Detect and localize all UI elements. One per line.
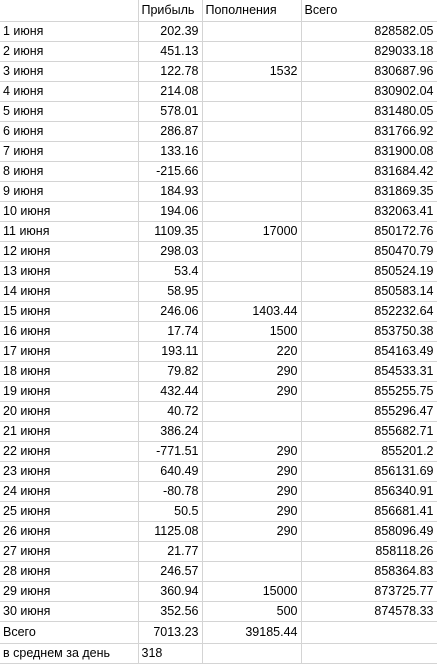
table-row <box>0 142 437 162</box>
cell-profit[interactable]: 1125.08 <box>138 522 202 542</box>
cell-profit[interactable]: 50.5 <box>138 502 202 522</box>
summary-row-total <box>0 622 437 644</box>
cell-day[interactable]: 2 июня <box>0 42 138 62</box>
header-cell-total[interactable]: Всего <box>301 0 437 22</box>
cell-day[interactable]: 15 июня <box>0 302 138 322</box>
cell-day[interactable]: 28 июня <box>0 562 138 582</box>
cell-profit[interactable]: -771.51 <box>138 442 202 462</box>
cell-day[interactable]: 12 июня <box>0 242 138 262</box>
cell-profit[interactable]: 352.56 <box>138 602 202 622</box>
table-row <box>0 602 437 622</box>
cell-day[interactable]: 21 июня <box>0 422 138 442</box>
cell-deposit[interactable] <box>202 282 301 302</box>
table-row <box>0 242 437 262</box>
cell-deposit[interactable] <box>202 242 301 262</box>
cell-day[interactable]: 6 июня <box>0 122 138 142</box>
cell-day[interactable]: 27 июня <box>0 542 138 562</box>
cell-total[interactable]: 828582.05 <box>301 22 437 42</box>
table-row <box>0 202 437 222</box>
cell-total[interactable]: 852232.64 <box>301 302 437 322</box>
table-row <box>0 62 437 82</box>
cell-day[interactable]: 29 июня <box>0 582 138 602</box>
cell-profit[interactable]: 122.78 <box>138 62 202 82</box>
cell-profit[interactable]: 298.03 <box>138 242 202 262</box>
table-row <box>0 102 437 122</box>
cell-profit[interactable]: 58.95 <box>138 282 202 302</box>
cell-day[interactable]: 9 июня <box>0 182 138 202</box>
cell-deposit[interactable]: 290 <box>202 522 301 542</box>
table-row <box>0 302 437 322</box>
cell-deposit[interactable] <box>202 142 301 162</box>
cell-profit[interactable]: 578.01 <box>138 102 202 122</box>
summary-total-profit[interactable]: 7013.23 <box>138 622 202 644</box>
cell-day[interactable]: 18 июня <box>0 362 138 382</box>
cell-profit[interactable]: -215.66 <box>138 162 202 182</box>
cell-profit[interactable]: 194.06 <box>138 202 202 222</box>
header-cell-profit[interactable]: Прибыль <box>138 0 202 22</box>
table-row <box>0 382 437 402</box>
summary-average-label[interactable]: в среднем за день <box>0 644 138 664</box>
table-row <box>0 122 437 142</box>
cell-total[interactable]: 853750.38 <box>301 322 437 342</box>
cell-deposit[interactable] <box>202 402 301 422</box>
cell-total[interactable]: 873725.77 <box>301 582 437 602</box>
cell-deposit[interactable] <box>202 422 301 442</box>
header-cell-deposit[interactable]: Пополнения <box>202 0 301 22</box>
cell-deposit[interactable] <box>202 102 301 122</box>
cell-deposit[interactable]: 290 <box>202 382 301 402</box>
cell-profit[interactable]: 640.49 <box>138 462 202 482</box>
cell-total[interactable]: 831766.92 <box>301 122 437 142</box>
cell-deposit[interactable] <box>202 42 301 62</box>
table-row <box>0 562 437 582</box>
cell-profit[interactable]: 451.13 <box>138 42 202 62</box>
table-row <box>0 182 437 202</box>
cell-deposit[interactable]: 1532 <box>202 62 301 82</box>
summary-total-label[interactable]: Всего <box>0 622 138 644</box>
cell-total[interactable]: 858118.26 <box>301 542 437 562</box>
cell-day[interactable]: 24 июня <box>0 482 138 502</box>
cell-deposit[interactable]: 220 <box>202 342 301 362</box>
cell-total[interactable]: 856131.69 <box>301 462 437 482</box>
cell-total[interactable]: 854533.31 <box>301 362 437 382</box>
cell-total[interactable]: 856681.41 <box>301 502 437 522</box>
cell-total[interactable]: 855296.47 <box>301 402 437 422</box>
cell-total[interactable]: 831869.35 <box>301 182 437 202</box>
cell-profit[interactable]: 79.82 <box>138 362 202 382</box>
summary-total-empty[interactable] <box>301 622 437 644</box>
table-row <box>0 542 437 562</box>
cell-total[interactable]: 832063.41 <box>301 202 437 222</box>
cell-total[interactable]: 830687.96 <box>301 62 437 82</box>
cell-day[interactable]: 25 июня <box>0 502 138 522</box>
cell-deposit[interactable]: 17000 <box>202 222 301 242</box>
cell-day[interactable]: 11 июня <box>0 222 138 242</box>
cell-deposit[interactable]: 1403.44 <box>202 302 301 322</box>
table-row <box>0 462 437 482</box>
cell-profit[interactable]: 193.11 <box>138 342 202 362</box>
cell-profit[interactable]: 133.16 <box>138 142 202 162</box>
cell-deposit[interactable]: 1500 <box>202 322 301 342</box>
cell-deposit[interactable] <box>202 562 301 582</box>
table-row <box>0 422 437 442</box>
cell-total[interactable]: 850470.79 <box>301 242 437 262</box>
cell-day[interactable]: 1 июня <box>0 22 138 42</box>
table-row <box>0 442 437 462</box>
cell-profit[interactable]: 214.08 <box>138 82 202 102</box>
cell-total[interactable]: 854163.49 <box>301 342 437 362</box>
cell-total[interactable]: 855201.2 <box>301 442 437 462</box>
summary-total-deposit[interactable]: 39185.44 <box>202 622 301 644</box>
cell-profit[interactable]: 386.24 <box>138 422 202 442</box>
cell-deposit[interactable] <box>202 22 301 42</box>
table-row <box>0 522 437 542</box>
cell-profit[interactable]: 53.4 <box>138 262 202 282</box>
table-row <box>0 582 437 602</box>
cell-total[interactable]: 855682.71 <box>301 422 437 442</box>
cell-total[interactable]: 830902.04 <box>301 82 437 102</box>
cell-day[interactable]: 20 июня <box>0 402 138 422</box>
table-row <box>0 42 437 62</box>
cell-total[interactable]: 874578.33 <box>301 602 437 622</box>
table-row <box>0 222 437 242</box>
cell-profit[interactable]: 40.72 <box>138 402 202 422</box>
cell-profit[interactable]: 21.77 <box>138 542 202 562</box>
table-row <box>0 362 437 382</box>
summary-row-average <box>0 644 437 664</box>
cell-day[interactable]: 14 июня <box>0 282 138 302</box>
cell-deposit[interactable] <box>202 262 301 282</box>
cell-deposit[interactable]: 290 <box>202 482 301 502</box>
cell-day[interactable]: 17 июня <box>0 342 138 362</box>
cell-deposit[interactable] <box>202 82 301 102</box>
cell-day[interactable]: 10 июня <box>0 202 138 222</box>
cell-profit[interactable]: 246.06 <box>138 302 202 322</box>
cell-deposit[interactable] <box>202 542 301 562</box>
header-cell-day[interactable] <box>0 0 138 22</box>
cell-total[interactable]: 831480.05 <box>301 102 437 122</box>
cell-profit[interactable]: 1109.35 <box>138 222 202 242</box>
header-row <box>0 0 437 22</box>
table-row <box>0 82 437 102</box>
summary-body <box>0 622 437 664</box>
summary-average-profit[interactable]: 318 <box>138 644 202 664</box>
cell-total[interactable]: 850524.19 <box>301 262 437 282</box>
table-row <box>0 482 437 502</box>
cell-total[interactable]: 850583.14 <box>301 282 437 302</box>
cell-deposit[interactable]: 290 <box>202 442 301 462</box>
cell-deposit[interactable]: 15000 <box>202 582 301 602</box>
cell-deposit[interactable] <box>202 162 301 182</box>
cell-profit[interactable]: 246.57 <box>138 562 202 582</box>
table-row <box>0 162 437 182</box>
cell-profit[interactable]: 286.87 <box>138 122 202 142</box>
cell-total[interactable]: 858364.83 <box>301 562 437 582</box>
summary-average-empty-c[interactable] <box>202 644 301 664</box>
cell-total[interactable]: 831900.08 <box>301 142 437 162</box>
cell-profit[interactable]: -80.78 <box>138 482 202 502</box>
cell-total[interactable]: 855255.75 <box>301 382 437 402</box>
cell-day[interactable]: 5 июня <box>0 102 138 122</box>
cell-day[interactable]: 22 июня <box>0 442 138 462</box>
cell-profit[interactable]: 184.93 <box>138 182 202 202</box>
cell-profit[interactable]: 360.94 <box>138 582 202 602</box>
table-row <box>0 262 437 282</box>
table-row <box>0 342 437 362</box>
cell-profit[interactable]: 17.74 <box>138 322 202 342</box>
cell-profit[interactable]: 202.39 <box>138 22 202 42</box>
cell-day[interactable]: 8 июня <box>0 162 138 182</box>
cell-deposit[interactable] <box>202 182 301 202</box>
cell-day[interactable]: 16 июня <box>0 322 138 342</box>
cell-profit[interactable]: 432.44 <box>138 382 202 402</box>
cell-total[interactable]: 850172.76 <box>301 222 437 242</box>
cell-deposit[interactable]: 500 <box>202 602 301 622</box>
cell-day[interactable]: 30 июня <box>0 602 138 622</box>
cell-total[interactable]: 858096.49 <box>301 522 437 542</box>
cell-deposit[interactable] <box>202 122 301 142</box>
cell-day[interactable]: 26 июня <box>0 522 138 542</box>
cell-day[interactable]: 13 июня <box>0 262 138 282</box>
table-row <box>0 22 437 42</box>
cell-total[interactable]: 856340.91 <box>301 482 437 502</box>
table-row <box>0 322 437 342</box>
summary-average-empty-d[interactable] <box>301 644 437 664</box>
cell-day[interactable]: 19 июня <box>0 382 138 402</box>
cell-deposit[interactable]: 290 <box>202 502 301 522</box>
table-row <box>0 502 437 522</box>
table-row <box>0 402 437 422</box>
cell-total[interactable]: 831684.42 <box>301 162 437 182</box>
cell-deposit[interactable]: 290 <box>202 362 301 382</box>
cell-day[interactable]: 7 июня <box>0 142 138 162</box>
cell-day[interactable]: 23 июня <box>0 462 138 482</box>
cell-deposit[interactable] <box>202 202 301 222</box>
cell-day[interactable]: 3 июня <box>0 62 138 82</box>
cell-deposit[interactable]: 290 <box>202 462 301 482</box>
cell-total[interactable]: 829033.18 <box>301 42 437 62</box>
cell-day[interactable]: 4 июня <box>0 82 138 102</box>
table-row <box>0 282 437 302</box>
